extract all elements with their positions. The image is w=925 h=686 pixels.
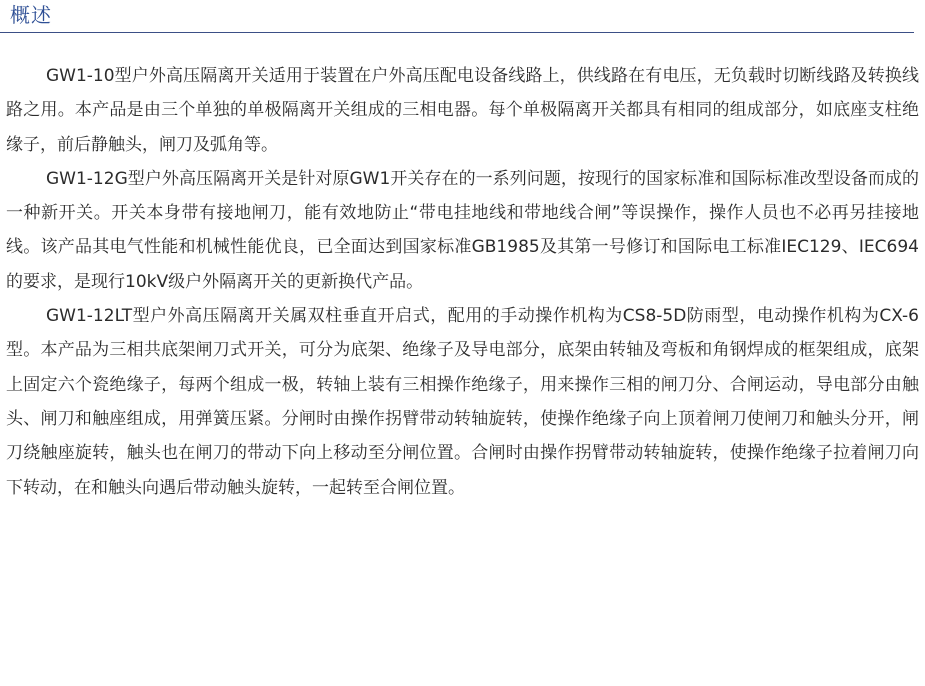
section-title: 概述 (10, 3, 52, 27)
paragraph-gw1-10: GW1-10型户外高压隔离开关适用于装置在户外高压配电设备线路上，供线路在有电压，无负载时切断线路及转换线路之用。本产品是由三个单独的单极隔离开关组成的三相电器。每个单极隔离开关都具有相同的组成部分，如底座支柱绝缘子，前后静触头，闸刀及弧角等。 (6, 66, 919, 155)
article-body (6, 59, 919, 505)
paragraph-gw1-12lt: GW1-12LT型户外高压隔离开关属双柱垂直开启式，配用的手动操作机构为CS8-5D防雨型，电动操作机构为CX-6型。本产品为三相共底架闸刀式开关，可分为底架、绝缘子及导电部分，底架由转轴及弯板和角钢焊成的框架组成，底架上固定六个瓷绝缘子，每两个组成一极，转轴上装有三相操作绝缘子，用来操作三相的闸刀分、合闸运动，导电部分由触头、闸刀和触座组成，用弹簧压紧。分闸时由操作拐臂带动转轴旋转，使操作绝缘子向上顶着闸刀使闸刀和触头分开，闸刀绕触座旋转，触头也在闸刀的带动下向上移动至分闸位置。合闸时由操作拐臂带动转轴旋转，使操作绝缘子拉着闸刀向下转动，在和触头向遇后带动触头旋转，一起转至合闸位置。 (6, 306, 919, 498)
section-header (0, 0, 914, 33)
paragraph-gw1-12g: GW1-12G型户外高压隔离开关是针对原GW1开关存在的一系列问题，按现行的国家标准和国际标准改型设备而成的一种新开关。开关本身带有接地闸刀，能有效地防止“带电挂地线和带地线合闸”等误操作，操作人员也不必再另挂接地线。该产品其电气性能和机械性能优良，已全面达到国家标准GB1985及其第一号修订和国际电工标准IEC129、IEC694的要求，是现行10kV级户外隔离开关的更新换代产品。 (6, 168, 919, 292)
